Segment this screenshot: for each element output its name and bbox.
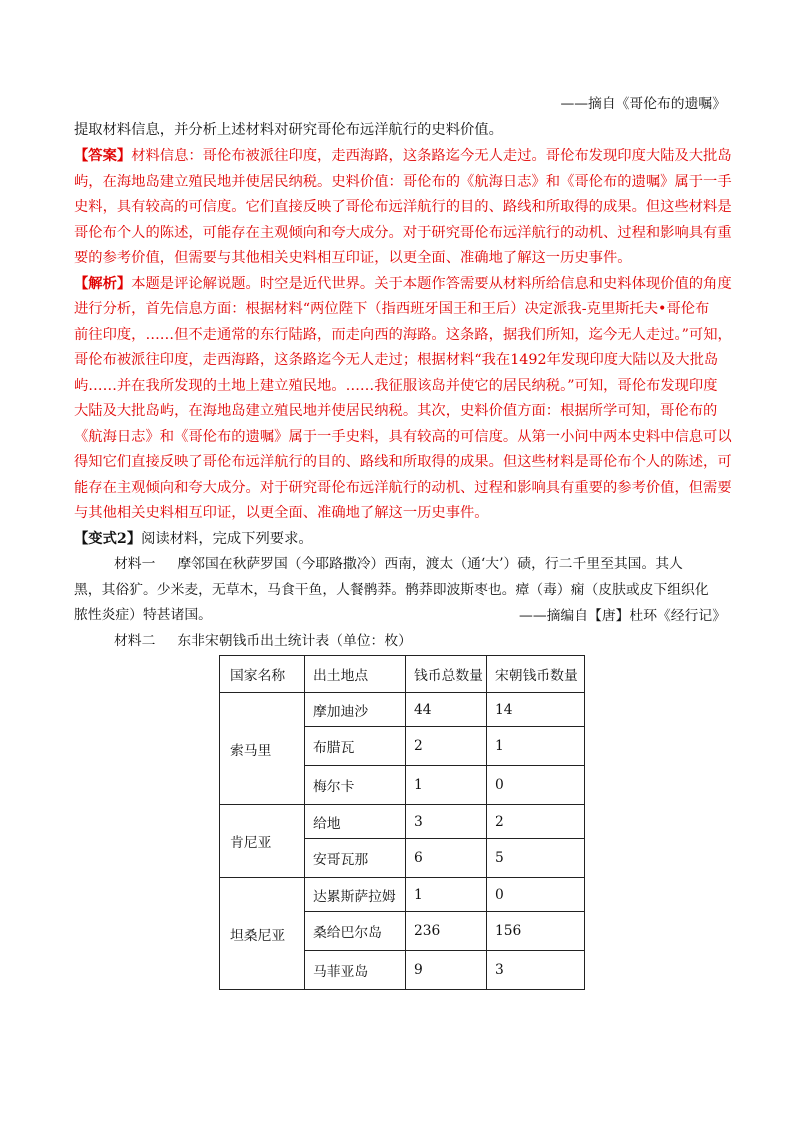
material2-caption	[114, 631, 726, 651]
song-cell: 2	[487, 805, 585, 839]
country-cell: 坦桑尼亚	[220, 878, 305, 990]
site-cell: 给地	[305, 805, 406, 839]
song-cell: 5	[487, 839, 585, 878]
site-cell: 安哥瓦那	[305, 839, 406, 878]
answer-line-4: 哥伦布个人的陈述，可能存在主观倾向和夸大成分。对于研究哥伦布远洋航行的动机、过程和影响具有重	[74, 225, 732, 241]
site-cell: 马菲亚岛	[305, 951, 406, 990]
total-cell: 236	[406, 912, 487, 951]
total-cell: 3	[406, 805, 487, 839]
country-cell: 肯尼亚	[220, 805, 305, 878]
analysis-line-4: 哥伦布被派往印度，走西海路，这条路迄今无人走过；根据材料“我在1492年发现印度大陆以及大批岛	[74, 352, 719, 368]
header-total: 钱币总数量	[406, 656, 487, 693]
analysis-line-6: 大陆及大批岛屿，在海地岛建立殖民地并使居民纳税。其次，史料价值方面：根据所学可知，哥伦布的	[74, 403, 718, 419]
song-cell: 0	[487, 766, 585, 805]
total-cell: 9	[406, 951, 487, 990]
total-cell: 44	[406, 693, 487, 727]
analysis-line-2: 进行分析，首先信息方面：根据材料“两位陛下（指西班牙国王和王后）决定派我-克里斯托夫•哥伦布	[74, 301, 710, 317]
site-cell: 布腊瓦	[305, 727, 406, 766]
song-cell: 156	[487, 912, 585, 951]
answer-tag: 【答案】	[74, 148, 132, 164]
analysis-line-5: 屿……并在我所发现的土地上建立殖民地。……我征服该岛并使它的居民纳税。”可知，哥伦布发现印度	[74, 378, 718, 394]
answer-line-2: 屿，在海地岛建立殖民地并使居民纳税。史料价值：哥伦布的《航海日志》和《哥伦布的遗嘱》属于一手	[74, 174, 732, 190]
table-header-row	[220, 656, 585, 693]
site-cell: 达累斯萨拉姆	[305, 878, 406, 912]
material1-source: ——摘编自【唐】杜环《经行记》	[519, 608, 726, 624]
header-site: 出土地点	[305, 656, 406, 693]
material2-title: 东非宋朝钱币出土统计表（单位：枚）	[177, 633, 412, 649]
site-cell: 摩加迪沙	[305, 693, 406, 727]
question-text: 提取材料信息，并分析上述材料对研究哥伦布远洋航行的史料价值。	[74, 122, 503, 138]
material1-line-1: 材料一 摩邻国在秋萨罗国（今耶路撒冷）西南，渡太（通‘大’）碛，行二千里至其国。其人	[114, 556, 683, 572]
analysis-line-3: 前往印度，……但不走通常的东行陆路，而走向西的海路。这条路，据我们所知，迄今无人走过。”可知，	[74, 327, 732, 343]
analysis-line-7: 《航海日志》和《哥伦布的遗嘱》属于一手史料，具有较高的可信度。从第一小问中两本史料中信息可以	[74, 429, 732, 445]
material1-line-2: 黑，其俗犷。少米麦，无草木，马食干鱼，人餐鹘莽。鹘莽即波斯枣也。瘴（毒）痫（皮肤或皮下组织化	[74, 582, 709, 598]
coin-statistics-table	[219, 655, 585, 990]
table-row	[220, 805, 585, 839]
total-cell: 1	[406, 766, 487, 805]
song-cell: 0	[487, 878, 585, 912]
answer-line-5: 要的参考价值，但需要与其他相关史料相互印证，以更全面、准确地了解这一历史事件。	[74, 250, 632, 266]
total-cell: 1	[406, 878, 487, 912]
total-cell: 6	[406, 839, 487, 878]
source-citation-testament: ——摘自《哥伦布的遗嘱》	[560, 96, 726, 112]
total-cell: 2	[406, 727, 487, 766]
site-cell: 梅尔卡	[305, 766, 406, 805]
analysis-line-9: 能存在主观倾向和夸大成分。对于研究哥伦布远洋航行的动机、过程和影响具有重要的参考价值，但需要	[74, 480, 732, 496]
table-row	[220, 878, 585, 912]
header-country: 国家名称	[220, 656, 305, 693]
analysis-line-10: 与其他相关史料相互印证，以更全面、准确地了解这一历史事件。	[74, 505, 489, 521]
analysis-line-1: 【解析】本题是评论解说题。时空是近代世界。关于本题作答需要从材料所给信息和史料体现价值的角度	[74, 276, 732, 292]
country-cell: 索马里	[220, 693, 305, 805]
header-song: 宋朝钱币数量	[487, 656, 585, 693]
material1-line-3: 脓性炎症）特甚诸国。	[74, 607, 212, 623]
song-cell: 14	[487, 693, 585, 727]
analysis-tag: 【解析】	[74, 276, 132, 292]
variant-tag: 【变式2】	[74, 531, 142, 547]
song-cell: 3	[487, 951, 585, 990]
analysis-line-8: 得知它们直接反映了哥伦布远洋航行的目的、路线和所取得的成果。但这些材料是哥伦布个人的陈述，可	[74, 454, 732, 470]
material2-label: 材料二	[114, 633, 156, 649]
site-cell: 桑给巴尔岛	[305, 912, 406, 951]
variant-heading: 【变式2】阅读材料，完成下列要求。	[74, 531, 313, 547]
song-cell: 1	[487, 727, 585, 766]
material1-label: 材料一	[114, 556, 156, 572]
answer-line-1: 【答案】材料信息：哥伦布被派往印度，走西海路，这条路迄今无人走过。哥伦布发现印度大陆及大批岛	[74, 148, 732, 164]
answer-line-3: 史料，具有较高的可信度。它们直接反映了哥伦布远洋航行的目的、路线和所取得的成果。但这些材料是	[74, 199, 732, 215]
table-row	[220, 693, 585, 727]
